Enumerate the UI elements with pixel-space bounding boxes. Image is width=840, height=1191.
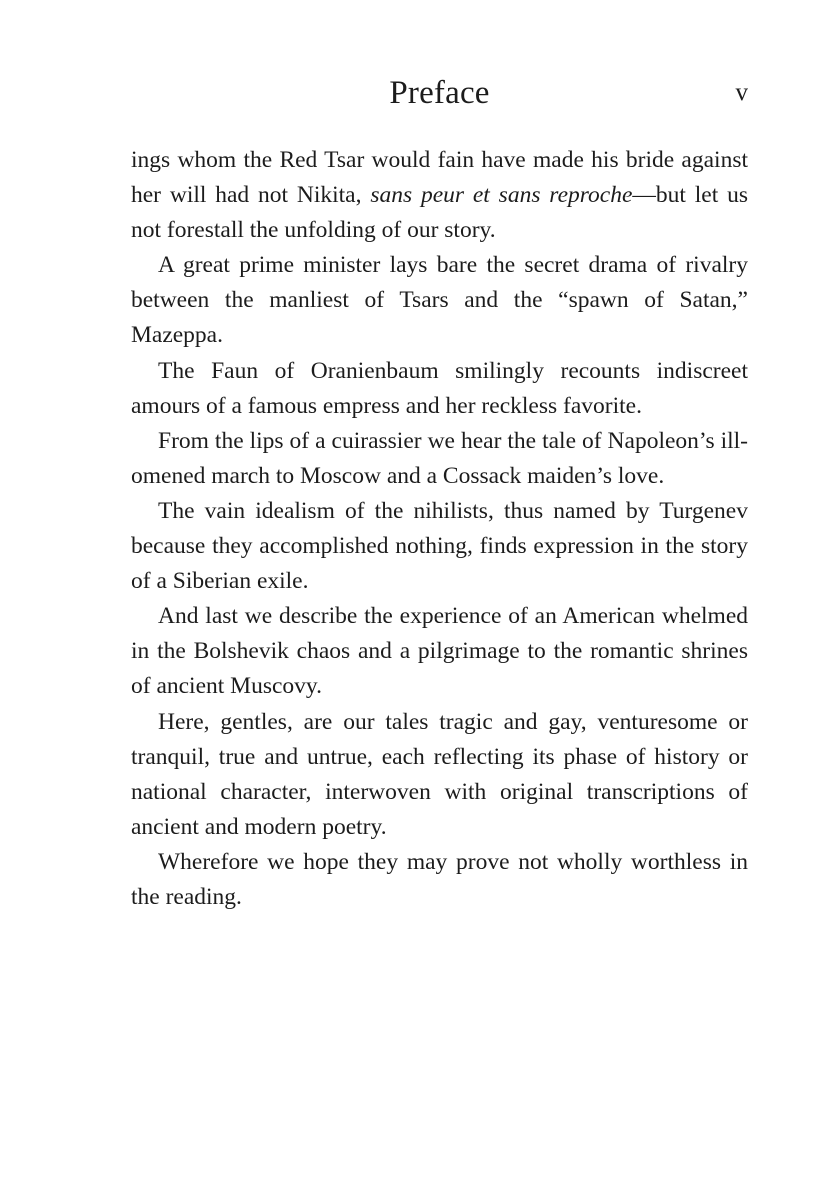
page-title: Preface bbox=[389, 75, 490, 111]
paragraph-wherefore: Wherefore we hope they may prove not wholly worthless in the reading. bbox=[131, 848, 748, 910]
paragraph-gentles: Here, gentles, are our tales tragic and gay, venturesome or tranquil, true and untrue, each reflecting its phase of history or national character, interwoven with original transcriptions of ancient and modern poetry. bbox=[131, 708, 748, 840]
italic-phrase: sans peur et sans reproche bbox=[370, 182, 633, 209]
paragraph-text: ings whom the Red Tsar would fain have made his bride against her will had not Nikita, bbox=[131, 147, 748, 209]
paragraph-continued bbox=[131, 143, 748, 248]
paragraph-cuirassier: From the lips of a cuirassier we hear the tale of Napoleon’s ill-omened march to Moscow and a Cossack maiden’s love. bbox=[131, 427, 748, 489]
preface-body bbox=[131, 143, 748, 915]
paragraph-text: —but let us not forestall the unfolding of our story. bbox=[131, 182, 748, 244]
paragraph-prime-minister: A great prime minister lays bare the secret drama of rivalry between the manliest of Tsars and the “spawn of Satan,” Mazeppa. bbox=[131, 252, 748, 349]
running-head bbox=[131, 70, 748, 116]
paragraph-american: And last we describe the experience of an American whelmed in the Bolshevik chaos and a pilgrimage to the romantic shrines of ancient Muscovy. bbox=[131, 603, 748, 700]
paragraph-nihilists: The vain idealism of the nihilists, thus named by Turgenev because they accomplished nothing, finds expression in the story of a Siberian exile. bbox=[131, 497, 748, 595]
paragraph-faun: The Faun of Oranienbaum smilingly recounts indiscreet amours of a famous empress and her reckless favorite. bbox=[131, 357, 748, 419]
page-number: v bbox=[735, 79, 748, 106]
